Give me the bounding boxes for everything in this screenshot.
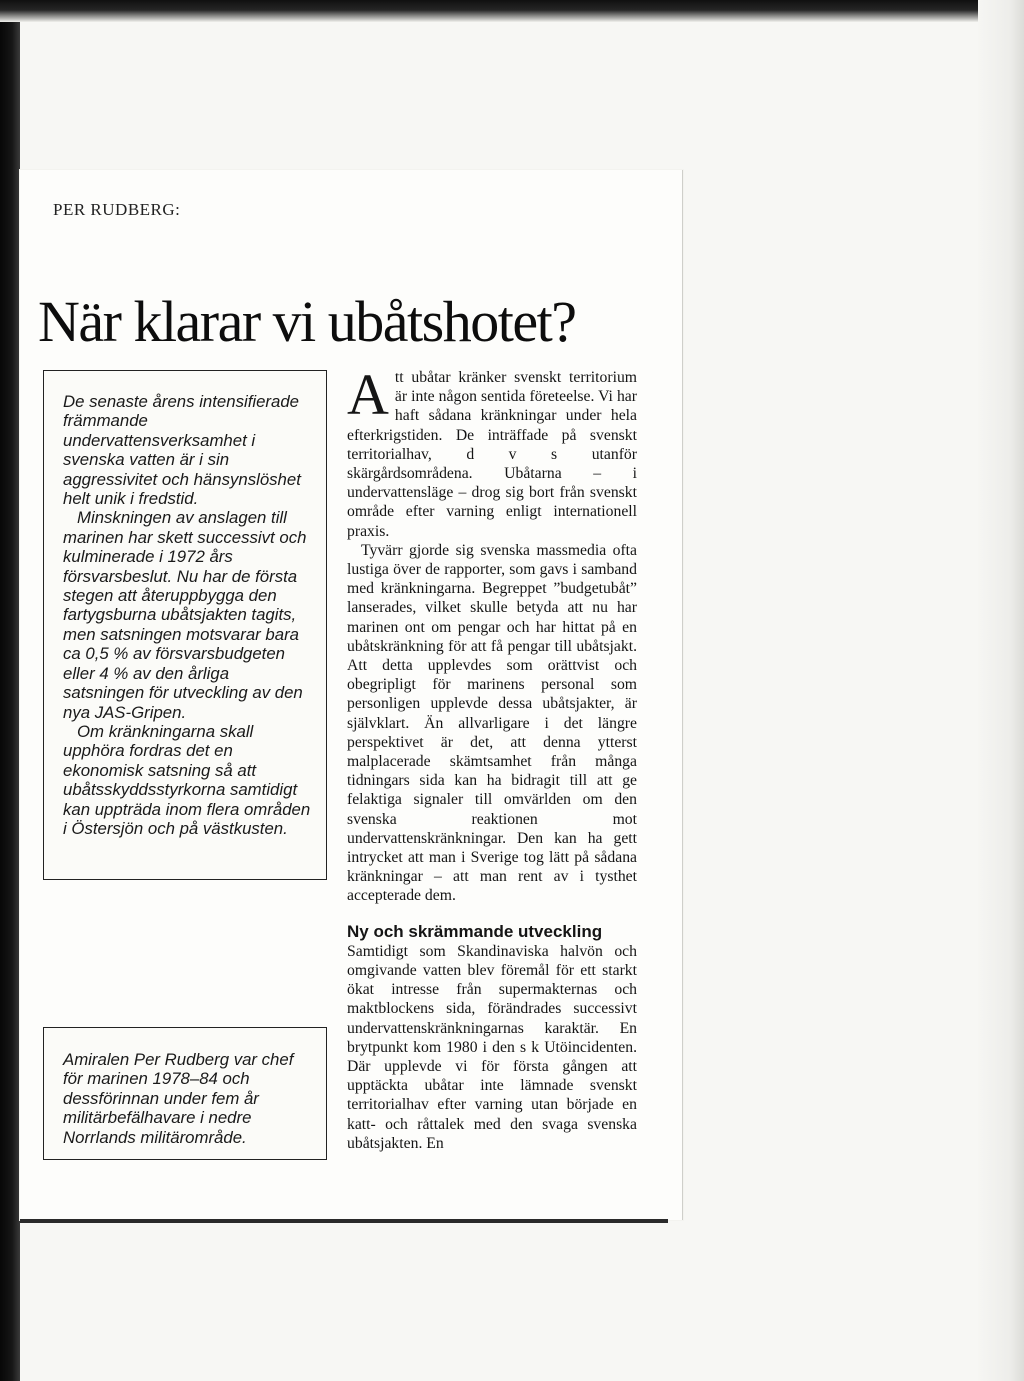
body-paragraph — [347, 362, 637, 541]
scan-edge-right — [978, 0, 1024, 1381]
body-paragraph: Samtidigt som Skandinaviska halvön och omgivande vatten blev föremål för ett starkt ökat intresse från supermakternas och maktblockens sida, förändrades successivt undervattenskränkningarnas karaktär. En brytpunkt kom 1980 i den s k Utöincidenten. Där upplevde vi för första gången att upptäckta ubåtar inte lämnade svenskt territorialhav efter varning utan började en katt- och råttalek med den svaga svenska ubåtsjakten. En — [347, 942, 637, 1152]
sheet-bottom-rule — [20, 1219, 668, 1223]
sidebar-quote-paragraph: De senaste årens intensifierade främmande undervattensverksamhet i svenska vatten är i sin aggressivitet och hänsynslöshet helt unik i fredstid. — [63, 392, 301, 509]
sidebar-quote-box — [43, 370, 327, 880]
body-paragraph-text: tt ubåtar kränker svenskt territorium är inte någon sentida företeelse. Vi har haft sådana kränkningar under hela efterkrigstiden. De inträffade på svenskt territorialhav, d v s utanför skärgårdsområdena. Ubåtarna – i undervattensläge – drog sig bort från svenskt område efter varning enligt internationell praxis. — [347, 369, 637, 540]
body-paragraph: Tyvärr gjorde sig svenska massmedia ofta lustiga över de rapporter, som gavs i samband med kränkningarna. Begreppet ”budgetubåt” lanserades, vilket skulle betyda att nu har marinen ont om pengar och har hittat på en ubåtskränkning för att få pengar till ubåtsjakt. Att detta upplevdes som orättvist och obegripligt för marinens personal som personligen upplevde dessa ubåtsjakter, är självklart. Än allvarligare i det längre perspektivet är det, att denna ytterst malplacerade skämtsamhet från många tidningars sida kan ha bidragit till att ge felaktiga signaler till omvärlden om den svenska reaktionen mot undervattenskränkningar. Den kan ha gett intrycket att man i Sverige tog lätt på sådana kränkningar – att man rent av i tysthet accepterade dem. — [347, 541, 637, 905]
author-bio-paragraph: Amiralen Per Rudberg var chef för marinen 1978–84 och dessförinnan under fem år militärbefälhavare i nedre Norrlands militärområde. — [63, 1050, 294, 1147]
author-bio-text — [63, 1050, 312, 1147]
body-column — [347, 362, 637, 1153]
author-bio-box — [43, 1027, 327, 1160]
sidebar-quote-text — [63, 392, 312, 838]
byline: PER RUDBERG: — [53, 200, 181, 219]
scan-edge-left — [0, 0, 20, 1381]
drop-cap: A — [347, 362, 389, 427]
sidebar-quote-paragraph: Minskningen av anslagen till marinen har skett successivt och kulminerade i 1972 års försvarsbeslut. Nu har de första stegen att återuppbygga den fartygsburna ubåtsjakten tagits, men satsningen motsvarar bara ca 0,5 % av försvarsbudgeten eller 4 % av den årliga satsningen för utveckling av den nya JAS-Gripen. — [63, 508, 307, 722]
headline: När klarar vi ubåtshotet? — [38, 289, 576, 354]
sidebar-quote-paragraph: Om kränkningarna skall upphöra fordras det en ekonomisk satsning så att ubåtsskyddsstyrkorna samtidigt kan uppträda inom flera områden i Östersjön och på västkusten. — [63, 721, 311, 838]
section-subhead: Ny och skrämmande utveckling — [347, 921, 603, 941]
scan-edge-top — [0, 0, 985, 22]
